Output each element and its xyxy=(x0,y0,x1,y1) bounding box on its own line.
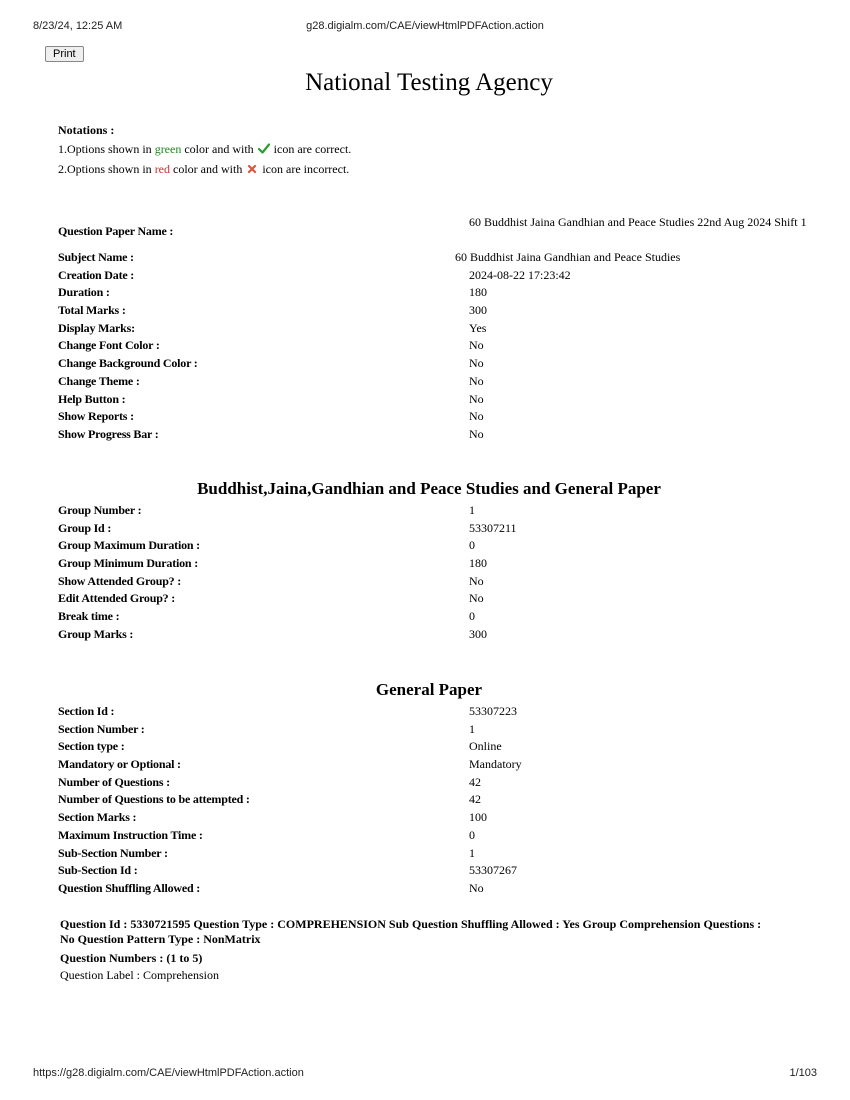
notation-incorrect: 2.Options shown in red color and with icon are incorrect. xyxy=(58,160,351,180)
question-label: Question Label : Comprehension xyxy=(60,968,219,982)
info-row: Section Marks : 100 xyxy=(58,810,487,825)
info-row: Mandatory or Optional : Mandatory xyxy=(58,757,522,772)
notations xyxy=(58,121,351,180)
cross-icon xyxy=(245,161,259,180)
question-numbers: Question Numbers : (1 to 5) xyxy=(60,951,203,965)
info-row: Question Paper Name : 60 Buddhist Jaina Gandhian and Peace Studies 22nd Aug 2024 Shift 1 xyxy=(58,215,807,238)
info-row: Subject Name : 60 Buddhist Jaina Gandhian and Peace Studies xyxy=(58,250,681,264)
info-row: Section type : Online xyxy=(58,739,502,754)
info-row: Edit Attended Group? : No xyxy=(58,591,484,606)
print-footer-url: https://g28.digialm.com/CAE/viewHtmlPDFAction.action xyxy=(33,1067,304,1079)
info-row: Duration : 180 xyxy=(58,285,487,300)
info-row: Group Maximum Duration : 0 xyxy=(58,538,475,553)
info-row: Show Progress Bar : No xyxy=(58,426,484,441)
print-date: 8/23/24, 12:25 AM xyxy=(33,20,123,32)
info-row: Show Reports : No xyxy=(58,409,484,424)
red-label: red xyxy=(154,162,171,176)
info-row: Change Theme : No xyxy=(58,373,484,388)
info-row: Show Attended Group? : No xyxy=(58,573,484,588)
notations-heading: Notations : xyxy=(58,123,115,137)
question-block xyxy=(60,917,770,984)
info-row: Change Font Color : No xyxy=(58,338,484,353)
green-label: green xyxy=(154,142,182,156)
page-number: 1/103 xyxy=(789,1067,817,1079)
info-row: Maximum Instruction Time : 0 xyxy=(58,827,475,842)
page-title: National Testing Agency xyxy=(305,69,553,96)
info-row: Group Marks : 300 xyxy=(58,626,487,641)
info-row: Creation Date : 2024-08-22 17:23:42 xyxy=(58,267,571,282)
info-row: Number of Questions to be attempted : 42 xyxy=(58,792,481,807)
question-header: Question Id : 5330721595 Question Type : COMPREHENSION Sub Question Shuffling Allowed : Yes Group Comprehension Questions : No Question Pattern Type : NonMatrix xyxy=(60,917,762,946)
group-info-table xyxy=(58,502,517,644)
print-button[interactable]: Print xyxy=(45,46,84,62)
paper-info-table xyxy=(58,214,807,444)
info-row: Number of Questions : 42 xyxy=(58,774,481,789)
info-row: Break time : 0 xyxy=(58,609,475,624)
checkmark-icon xyxy=(257,141,271,160)
info-row: Help Button : No xyxy=(58,391,484,406)
section-title: General Paper xyxy=(375,680,483,699)
info-row: Change Background Color : No xyxy=(58,356,484,371)
print-header-url: g28.digialm.com/CAE/viewHtmlPDFAction.action xyxy=(306,20,544,32)
info-row: Total Marks : 300 xyxy=(58,303,487,318)
section-info-table xyxy=(58,703,522,898)
info-row: Section Number : 1 xyxy=(58,721,475,736)
info-row: Sub-Section Id : 53307267 xyxy=(58,863,517,878)
info-row: Question Shuffling Allowed : No xyxy=(58,880,484,895)
info-row: Sub-Section Number : 1 xyxy=(58,845,475,860)
info-row: Group Number : 1 xyxy=(58,503,475,517)
notation-correct: 1.Options shown in green color and with icon are correct. xyxy=(58,140,351,160)
info-row: Section Id : 53307223 xyxy=(58,704,517,718)
group-title: Buddhist,Jaina,Gandhian and Peace Studies and General Paper xyxy=(197,479,661,498)
info-row: Display Marks: Yes xyxy=(58,320,487,335)
info-row: Group Id : 53307211 xyxy=(58,520,517,535)
info-row: Group Minimum Duration : 180 xyxy=(58,556,487,571)
